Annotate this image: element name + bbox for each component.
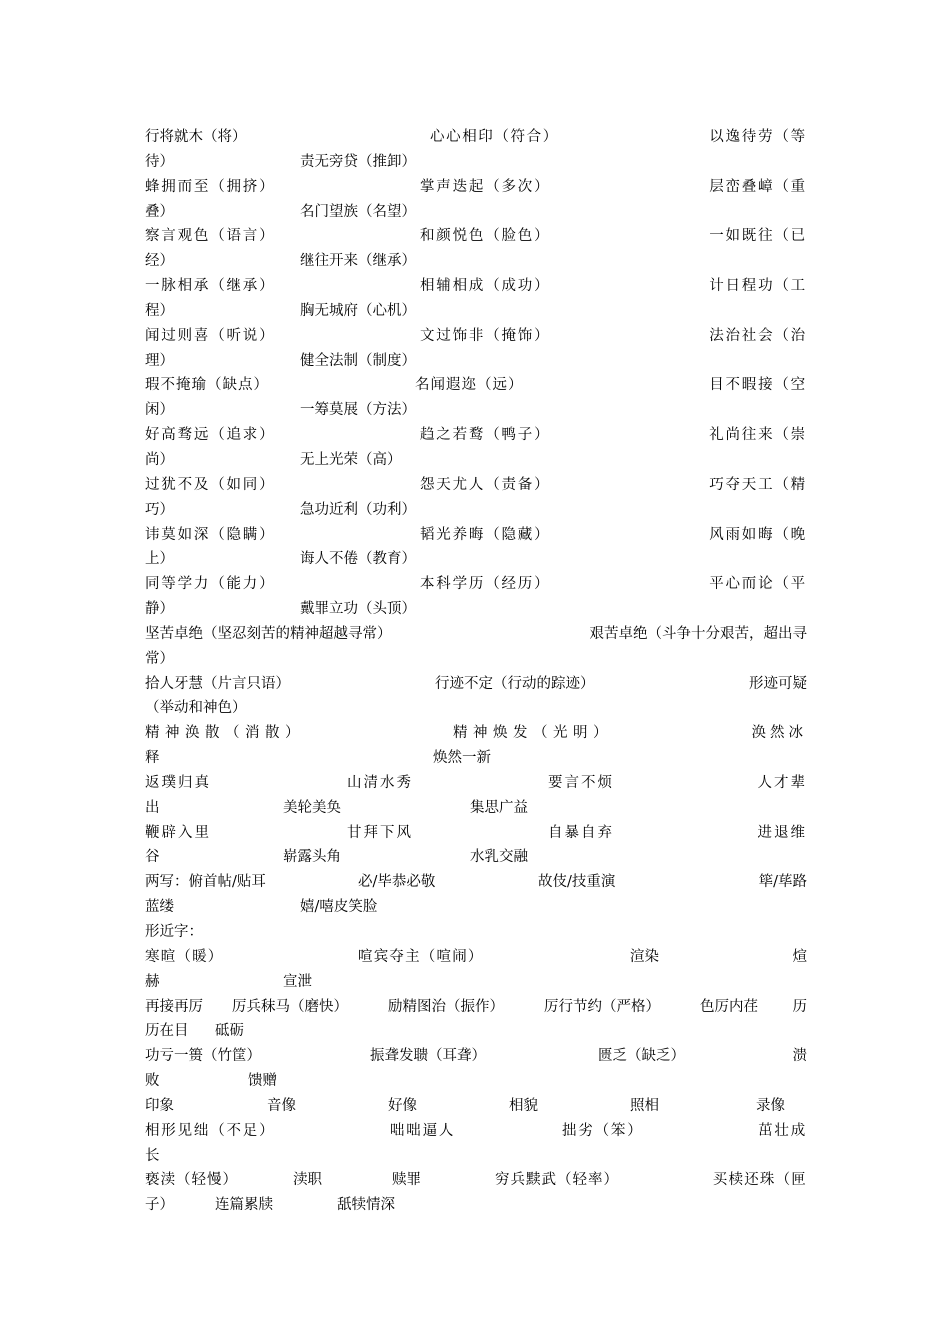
idiom: 焕然一新: [433, 750, 491, 767]
idiom: 瑕不掩瑜（缺点）: [145, 377, 269, 394]
idiom: 名闻遐迩（远）: [415, 377, 524, 394]
idiom: 寒暄（暖）: [145, 948, 224, 965]
idiom: 厉行节约（严格）: [544, 998, 660, 1015]
idiom: 韬光养晦（隐藏）: [420, 526, 551, 543]
text-line: [145, 299, 807, 324]
idiom: 形近字：: [145, 924, 203, 940]
idiom: 健全法制（制度）: [300, 352, 416, 369]
text-line: [145, 547, 807, 572]
text-line: [145, 398, 807, 423]
idiom: 茁壮成: [758, 1122, 807, 1139]
idiom: 长: [145, 1147, 160, 1164]
text-line: [145, 175, 807, 200]
text-line: [145, 473, 807, 498]
text-line: [145, 1144, 807, 1169]
idiom: 音像: [267, 1097, 296, 1114]
idiom: 山清水秀: [347, 774, 413, 791]
idiom: 坚苦卓绝（坚忍刻苦的精神超越寻常）: [145, 625, 392, 642]
idiom: 蜂拥而至（拥挤）: [145, 178, 276, 195]
text-line: [145, 995, 807, 1020]
idiom: 层峦叠嶂（重: [709, 178, 807, 195]
idiom: 胸无城府（心机）: [300, 302, 416, 319]
idiom: 上）: [145, 551, 174, 568]
idiom: 谷: [145, 849, 160, 866]
idiom: 历在目: [145, 1023, 189, 1040]
text-line: [145, 672, 807, 697]
idiom: 录像: [756, 1097, 785, 1114]
idiom: 无上光荣（高）: [300, 451, 402, 468]
idiom: 形迹可疑: [749, 675, 807, 692]
text-line: [145, 423, 807, 448]
idiom: 精神涣散（消散）: [145, 725, 305, 742]
idiom: 喧宾夺主（喧闹）: [358, 948, 484, 965]
idiom: 理）: [145, 352, 174, 369]
idiom: 戴罪立功（头顶）: [300, 601, 416, 618]
text-line: [145, 622, 807, 647]
text-line: [145, 125, 807, 150]
idiom: 筚/荜路: [758, 874, 807, 891]
idiom: 释: [145, 750, 160, 767]
idiom: 和颜悦色（脸色）: [420, 228, 551, 245]
text-line: [145, 1069, 807, 1094]
idiom: 拙劣（笨）: [562, 1122, 644, 1139]
text-line: [145, 1044, 807, 1069]
idiom: 印象: [145, 1097, 174, 1114]
idiom: 察言观色（语言）: [145, 228, 276, 245]
idiom: 必/毕恭必敬: [358, 874, 436, 891]
text-line: [145, 523, 807, 548]
text-line: [145, 448, 807, 473]
text-line: [145, 845, 807, 870]
idiom: 振聋发聩（耳聋）: [370, 1048, 486, 1065]
idiom: 煊: [792, 948, 807, 965]
idiom: 法治社会（治: [709, 327, 807, 344]
text-line: [145, 274, 807, 299]
idiom: 返璞归真: [145, 774, 211, 791]
idiom: 艰苦卓绝（斗争十分艰苦，超出寻: [589, 625, 807, 642]
idiom: 买椟还珠（匣: [712, 1172, 807, 1189]
idiom: 出: [145, 799, 160, 816]
idiom: 一如既往（已: [709, 228, 807, 245]
idiom: 同等学力（能力）: [145, 576, 276, 593]
idiom: 舐犊情深: [337, 1197, 395, 1214]
idiom: 匮乏（缺乏）: [598, 1048, 685, 1065]
text-line: [145, 200, 807, 225]
idiom: 好高骛远（追求）: [145, 427, 276, 444]
idiom: 怨天尤人（责备）: [420, 476, 551, 493]
idiom: 平心而论（平: [709, 576, 807, 593]
idiom: 一脉相承（继承）: [145, 278, 276, 295]
text-line: [145, 324, 807, 349]
idiom: 穷兵黩武（轻率）: [495, 1172, 619, 1189]
text-line: [145, 150, 807, 175]
idiom: 名门望族（名望）: [300, 203, 416, 220]
idiom: 拾人牙慧（片言只语）: [145, 675, 290, 692]
idiom: 精神焕发（光明）: [453, 725, 613, 742]
idiom: 巧夺天工（精: [709, 476, 807, 493]
text-line: [145, 597, 807, 622]
idiom: 人才辈: [757, 774, 807, 791]
idiom: 计日程功（工: [709, 278, 807, 295]
idiom: 宣泄: [283, 973, 312, 990]
text-line: [145, 572, 807, 597]
idiom: 相貌: [509, 1097, 538, 1114]
text-line: [145, 1019, 807, 1044]
idiom: 趋之若鹜（鸭子）: [420, 427, 551, 444]
idiom: 尚）: [145, 451, 174, 468]
idiom: 蓝缕: [145, 899, 174, 916]
text-line: [145, 821, 807, 846]
idiom: 嬉/嘻皮笑脸: [300, 899, 378, 916]
idiom: 败: [145, 1073, 160, 1090]
idiom: 文过饰非（掩饰）: [420, 327, 551, 344]
idiom: 责无旁贷（推卸）: [300, 153, 416, 170]
idiom: 一筹莫展（方法）: [300, 402, 416, 419]
idiom: 行迹不定（行动的踪迹）: [435, 675, 595, 692]
idiom: 风雨如晦（晚: [709, 526, 807, 543]
text-line: [145, 895, 807, 920]
idiom: 赎罪: [392, 1172, 421, 1189]
idiom: 诲人不倦（教育）: [300, 551, 416, 568]
idiom: 溃: [792, 1048, 807, 1065]
idiom: 好像: [388, 1097, 417, 1114]
idiom: 故伎/技重演: [538, 874, 616, 891]
text-line: [145, 796, 807, 821]
idiom: 馈赠: [248, 1073, 277, 1090]
idiom: 涣然冰: [751, 725, 807, 742]
text-line: [145, 696, 807, 721]
idiom: （举动和神色）: [145, 700, 247, 717]
idiom: 历: [792, 998, 807, 1015]
idiom: 两写：俯首帖/贴耳: [145, 874, 266, 891]
idiom: 美轮美奂: [283, 799, 341, 816]
text-line: [145, 498, 807, 523]
idiom: 再接再厉: [145, 998, 203, 1015]
idiom: 以逸待劳（等: [709, 129, 807, 145]
idiom: 亵渎（轻慢）: [145, 1172, 238, 1189]
idiom: 常）: [145, 650, 174, 667]
idiom: 过犹不及（如同）: [145, 476, 276, 493]
idiom: 心心相印（符合）: [430, 129, 559, 145]
idiom: 目不暇接（空: [709, 377, 807, 394]
idiom: 继往开来（继承）: [300, 253, 416, 270]
text-line: [145, 224, 807, 249]
text-line: [145, 746, 807, 771]
text-line: [145, 1119, 807, 1144]
idiom: 本科学历（经历）: [420, 576, 551, 593]
idiom: 进退维: [757, 824, 807, 841]
idiom: 程）: [145, 302, 174, 319]
idiom: 叠）: [145, 203, 174, 220]
idiom: 行将就木（将）: [145, 129, 247, 145]
idiom: 讳莫如深（隐瞒）: [145, 526, 276, 543]
idiom: 连篇累牍: [215, 1197, 273, 1214]
idiom: 自暴自弃: [548, 824, 614, 841]
idiom: 闲）: [145, 402, 174, 419]
idiom: 要言不烦: [548, 774, 614, 791]
idiom: 掌声迭起（多次）: [420, 178, 551, 195]
idiom: 相辅相成（成功）: [420, 278, 551, 295]
idiom: 厉兵秣马（磨快）: [232, 998, 348, 1015]
idiom: 子）: [145, 1197, 174, 1214]
idiom: 水乳交融: [470, 849, 528, 866]
idiom: 功亏一篑（竹筐）: [145, 1048, 261, 1065]
idiom: 咄咄逼人: [390, 1122, 456, 1139]
idiom: 静）: [145, 601, 174, 618]
idiom: 甘拜下风: [347, 824, 413, 841]
idiom: 赫: [145, 973, 160, 990]
text-line: [145, 373, 807, 398]
idiom: 相形见绌（不足）: [145, 1122, 276, 1139]
text-line: [145, 771, 807, 796]
text-line: [145, 1168, 807, 1193]
text-line: [145, 970, 807, 995]
idiom: 渎职: [293, 1172, 322, 1189]
text-line: [145, 870, 807, 895]
idiom: 礼尚往来（崇: [709, 427, 807, 444]
text-line: [145, 1094, 807, 1119]
idiom: 砥砺: [215, 1023, 244, 1040]
idiom: 闻过则喜（听说）: [145, 327, 276, 344]
idiom: 待）: [145, 153, 174, 170]
text-line: [145, 721, 807, 746]
text-line: [145, 349, 807, 374]
idiom: 鞭辟入里: [145, 824, 211, 841]
text-line: [145, 647, 807, 672]
idiom: 色厉内荏: [700, 998, 758, 1015]
text-line: [145, 249, 807, 274]
idiom: 急功近利（功利）: [300, 501, 416, 518]
idiom: 巧）: [145, 501, 174, 518]
idiom: 集思广益: [470, 799, 528, 816]
text-line: [145, 945, 807, 970]
idiom: 崭露头角: [283, 849, 341, 866]
idiom: 励精图治（振作）: [388, 998, 504, 1015]
document-body: [145, 125, 807, 1218]
text-line: [145, 1193, 807, 1218]
section-heading: [145, 920, 807, 945]
idiom: 照相: [630, 1097, 659, 1114]
idiom: 经）: [145, 253, 174, 270]
idiom: 渲染: [630, 948, 659, 965]
